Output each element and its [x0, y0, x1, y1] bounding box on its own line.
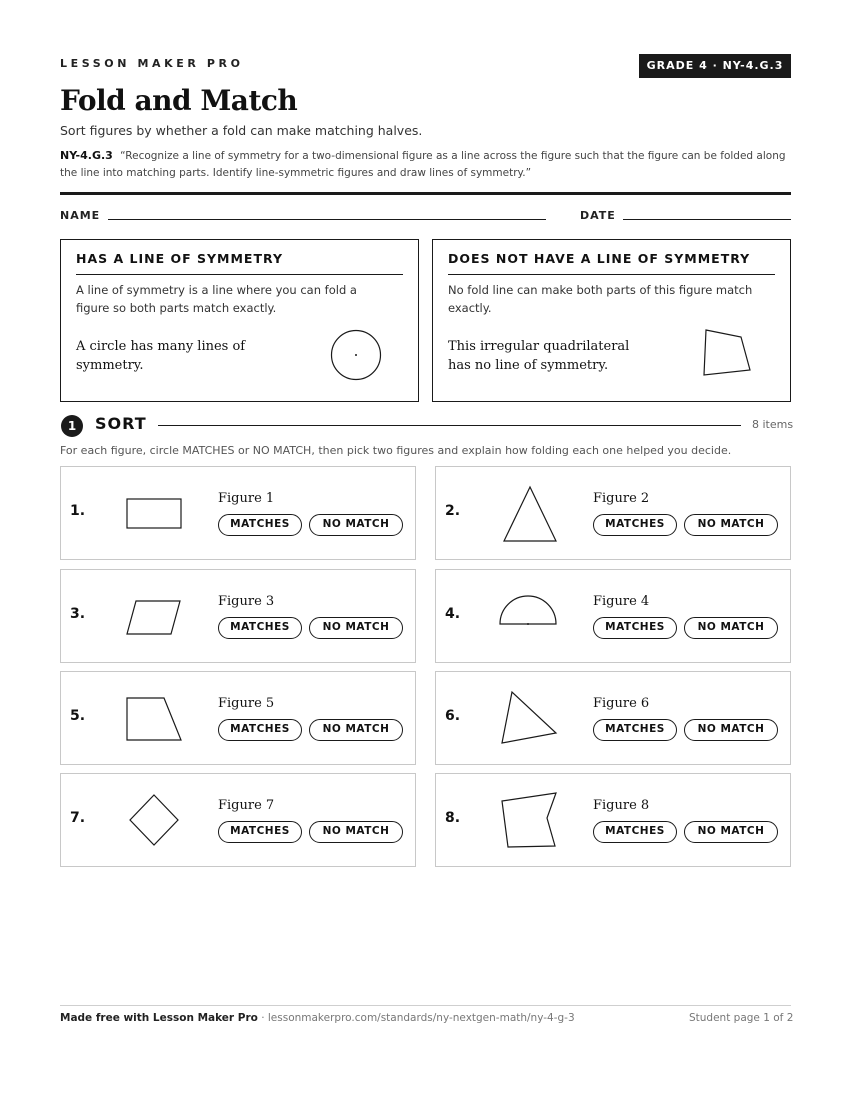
item-number: 5.	[70, 708, 86, 724]
right-trapezoid-icon	[117, 684, 187, 754]
rhombus-icon	[117, 786, 187, 856]
rectangle-icon	[117, 479, 187, 549]
figure-label: Figure 6	[593, 696, 650, 711]
irregular-pentagon-icon	[492, 786, 562, 856]
name-label: NAME	[60, 209, 101, 222]
figure-label: Figure 3	[218, 594, 275, 609]
footer-divider	[60, 1005, 791, 1006]
matches-button[interactable]: MATCHES	[593, 719, 677, 741]
page-indicator: Student page 1 of 2	[689, 1012, 794, 1024]
scalene-triangle-icon	[492, 684, 562, 754]
no-match-button[interactable]: NO MATCH	[309, 617, 403, 639]
no-match-button[interactable]: NO MATCH	[309, 821, 403, 843]
page-subtitle: Sort figures by whether a fold can make matching halves.	[60, 123, 423, 138]
item-number: 6.	[445, 708, 461, 724]
irregular-quadrilateral-icon	[701, 326, 753, 378]
card-example: A circle has many lines of symmetry.	[76, 339, 246, 373]
sort-item	[60, 569, 416, 663]
sort-item	[435, 569, 791, 663]
figure-label: Figure 7	[218, 798, 275, 813]
card-divider	[76, 274, 403, 275]
circle-icon	[329, 328, 383, 382]
isosceles-triangle-icon	[492, 479, 562, 549]
item-count: 8 items	[752, 418, 794, 431]
matches-button[interactable]: MATCHES	[218, 821, 302, 843]
item-number: 2.	[445, 503, 461, 519]
matches-button[interactable]: MATCHES	[593, 617, 677, 639]
section-divider	[158, 425, 741, 426]
figure-label: Figure 4	[593, 594, 650, 609]
header-divider	[60, 192, 791, 195]
figure-label: Figure 5	[218, 696, 275, 711]
item-number: 4.	[445, 606, 461, 622]
sort-item	[60, 773, 416, 867]
matches-button[interactable]: MATCHES	[218, 617, 302, 639]
brand-name: LESSON MAKER PRO	[60, 57, 244, 70]
card-example: This irregular quadrilateral has no line of symmetry.	[448, 339, 630, 373]
card-heading: HAS A LINE OF SYMMETRY	[76, 251, 283, 266]
no-match-button[interactable]: NO MATCH	[684, 617, 778, 639]
sort-item	[435, 466, 791, 560]
sort-item	[435, 671, 791, 765]
card-definition: A line of symmetry is a line where you can fold a figure so both parts match exactly.	[76, 283, 357, 315]
item-number: 1.	[70, 503, 86, 519]
standard-text: “Recognize a line of symmetry for a two-dimensional figure as a line across the figure such that the figure can be folded along the line into matching parts. Identify line-symmetric figures and draw lines of symmetry.”	[60, 150, 786, 179]
matches-button[interactable]: MATCHES	[593, 821, 677, 843]
no-match-button[interactable]: NO MATCH	[684, 719, 778, 741]
matches-button[interactable]: MATCHES	[593, 514, 677, 536]
no-symmetry-card	[432, 239, 791, 402]
semicircle-icon	[492, 582, 562, 652]
item-number: 7.	[70, 810, 86, 826]
sort-item	[60, 466, 416, 560]
section-title: SORT	[95, 414, 147, 433]
card-heading: DOES NOT HAVE A LINE OF SYMMETRY	[448, 251, 751, 266]
standard-description	[60, 147, 792, 182]
no-match-button[interactable]: NO MATCH	[309, 514, 403, 536]
section-number-badge: 1	[61, 415, 83, 437]
no-match-button[interactable]: NO MATCH	[309, 719, 403, 741]
name-field[interactable]	[108, 219, 546, 220]
grade-badge: GRADE 4 · NY-4.G.3	[639, 54, 791, 78]
figure-label: Figure 8	[593, 798, 650, 813]
footer-made-with: Made free with Lesson Maker Pro	[60, 1012, 258, 1024]
item-number: 3.	[70, 606, 86, 622]
footer-credit	[60, 1012, 575, 1024]
page-title: Fold and Match	[60, 84, 298, 117]
no-match-button[interactable]: NO MATCH	[684, 514, 778, 536]
matches-button[interactable]: MATCHES	[218, 719, 302, 741]
card-divider	[448, 274, 775, 275]
date-label: DATE	[580, 209, 616, 222]
sort-item	[435, 773, 791, 867]
footer-url: · lessonmakerpro.com/standards/ny-nextgen-math/ny-4-g-3	[257, 1012, 575, 1024]
date-field[interactable]	[623, 219, 791, 220]
sort-item	[60, 671, 416, 765]
figure-label: Figure 2	[593, 491, 650, 506]
card-definition: No fold line can make both parts of this figure match exactly.	[448, 283, 753, 315]
matches-button[interactable]: MATCHES	[218, 514, 302, 536]
item-number: 8.	[445, 810, 461, 826]
parallelogram-icon	[117, 582, 187, 652]
section-instructions: For each figure, circle MATCHES or NO MATCH, then pick two figures and explain how folding each one helped you decide.	[60, 444, 732, 457]
has-symmetry-card	[60, 239, 419, 402]
no-match-button[interactable]: NO MATCH	[684, 821, 778, 843]
figure-label: Figure 1	[218, 491, 275, 506]
standard-code: NY-4.G.3	[60, 149, 113, 162]
